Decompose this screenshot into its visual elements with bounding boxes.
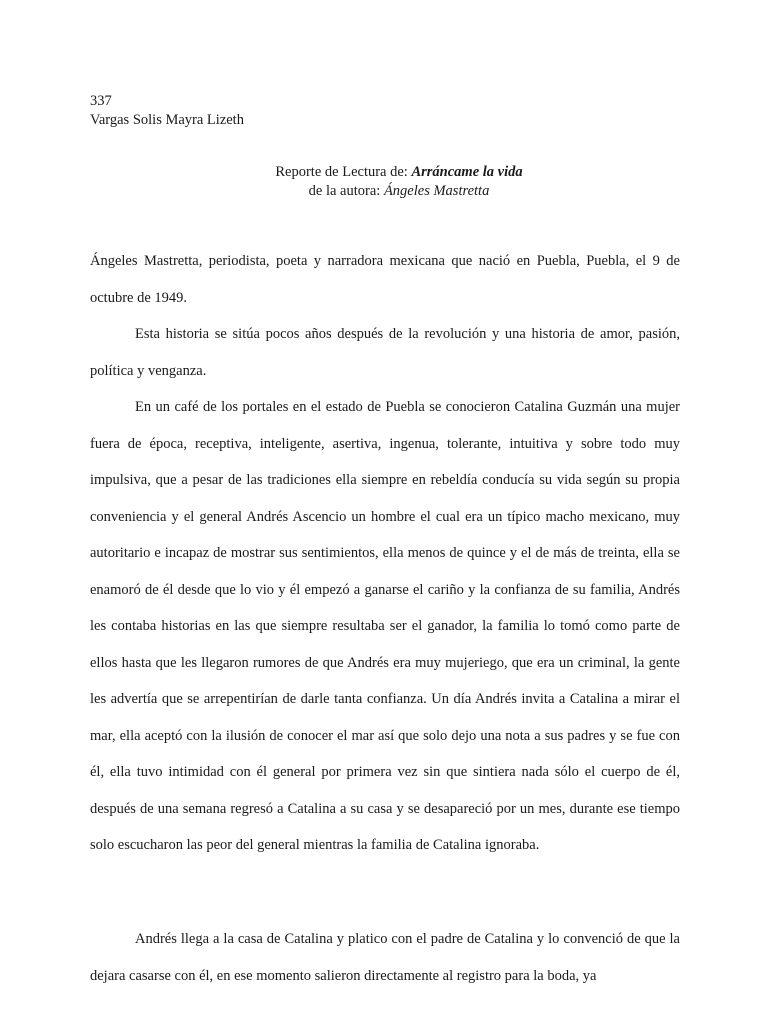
paragraph-continuation: Andrés llega a la casa de Catalina y platico con el padre de Catalina y lo convenció de que la dejara casarse con él, en ese momento salieron directamente al registro para la boda, ya	[90, 931, 680, 984]
student-name: Vargas Solis Mayra Lizeth	[90, 112, 244, 128]
book-author: Ángeles Mastretta	[383, 183, 490, 199]
paragraph-plot: En un café de los portales en el estado de Puebla se conocieron Catalina Guzmán una mujer fuera de época, receptiva, inteligente, asertiva, ingenua, tolerante, intuitiva y sobre todo muy impulsiva, que a pesar de las tradiciones ella siempre en rebeldía conducía su vida según su propia conveniencia y el general Andrés Ascencio un hombre el cual era un típico macho mexicano, muy autoritario e incapaz de mostrar sus sentimientos, ella menos de quince y el de más de treinta, ella se enamoró de él desde que lo vio y él empezó a ganarse el cariño y la confianza de su familia, Andrés les contaba historias en las que siempre resultaba ser el ganador, la familia lo tomó como parte de ellos hasta que les llegaron rumores de que Andrés era muy mujeriego, que era un criminal, la gente les advertía que se arrepentirían de darle tanta confianza. Un día Andrés invita a Catalina a mirar el mar, ella aceptó con la ilusión de conocer el mar así que solo dejo una nota a sus padres y se fue con él, ella tuvo intimidad con él general por primera vez sin que sintiera nada sólo el cuerpo de él, después de una semana regresó a Catalina a su casa y se desapareció por un mes, durante ese tiempo solo escucharon las peor del general mientras la familia de Catalina ignoraba.	[90, 399, 680, 853]
book-title: Arráncame la vida	[411, 164, 523, 180]
report-title	[15, 163, 768, 181]
report-title-prefix: Reporte de Lectura de:	[275, 164, 412, 180]
author-label: de la autora:	[308, 183, 384, 199]
report-subtitle	[15, 182, 768, 200]
paragraph-intro: Ángeles Mastretta, periodista, poeta y narradora mexicana que nació en Puebla, Puebla, el 9 de octubre de 1949.	[90, 253, 680, 306]
paragraph-setting: Esta historia se sitúa pocos años después de la revolución y una historia de amor, pasión, política y venganza.	[90, 326, 680, 379]
document-number: 337	[90, 93, 112, 109]
